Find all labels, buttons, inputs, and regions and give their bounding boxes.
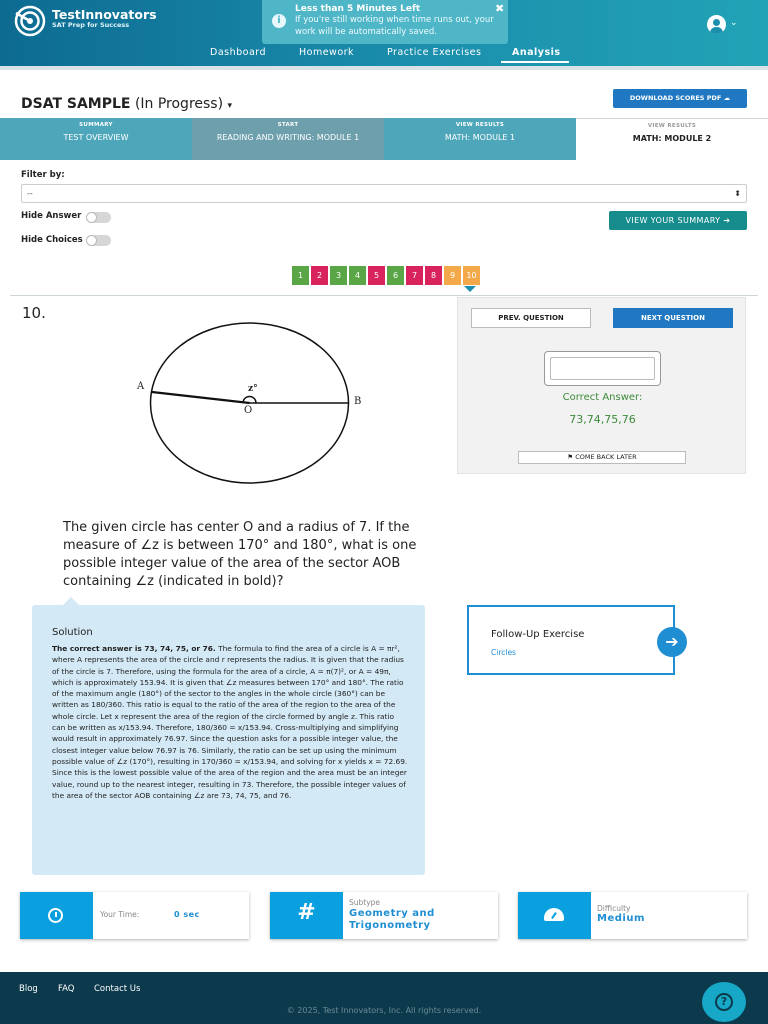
difficulty-card-icon: [518, 892, 591, 939]
answer-box: [544, 351, 661, 386]
header-divider: [0, 66, 768, 70]
alert-message: If you're still working when time runs out, your work will be automatically saved.: [295, 15, 494, 37]
question-circle-icon: ?: [715, 993, 733, 1011]
question-nav-3[interactable]: 3: [330, 266, 347, 285]
footer-link-contact-us[interactable]: Contact Us: [94, 984, 141, 994]
clock-icon: [48, 908, 63, 923]
step-title: TEST OVERVIEW: [63, 133, 129, 142]
view-summary-label: VIEW YOUR SUMMARY: [625, 216, 721, 225]
circle-figure: [130, 318, 370, 488]
filter-label: Filter by:: [21, 170, 65, 180]
time-alert: [262, 0, 508, 44]
caret-down-icon[interactable]: ▾: [227, 101, 233, 111]
subtype-card-icon: [270, 892, 343, 939]
nav-active-underline: [501, 61, 569, 63]
divider: [10, 295, 758, 296]
current-question-pointer: [464, 286, 476, 292]
hashtag-icon: #: [297, 900, 316, 925]
subtype-card: [270, 892, 498, 939]
next-question-button[interactable]: NEXT QUESTION: [613, 308, 733, 328]
gauge-icon: [544, 908, 564, 921]
question-nav-2[interactable]: 2: [311, 266, 328, 285]
subtype-value: Geometry and Trigonometry: [349, 908, 435, 931]
arrow-right-icon: ➔: [723, 216, 731, 225]
nav-practice-exercises[interactable]: Practice Exercises: [387, 47, 482, 58]
flag-icon: ⚑: [567, 453, 574, 461]
point-o-label: O: [244, 405, 253, 416]
hide-choices-toggle[interactable]: [86, 235, 111, 246]
select-arrows-icon: ⬍: [734, 189, 741, 198]
follow-up-exercise[interactable]: [467, 605, 679, 675]
point-b-label: B: [354, 396, 362, 407]
step-sub: START: [277, 122, 299, 128]
time-card-icon: [20, 892, 93, 939]
come-back-later-label: COME BACK LATER: [575, 453, 637, 461]
top-header: [0, 0, 768, 66]
help-button[interactable]: [702, 982, 746, 1022]
answer-panel: [457, 297, 746, 474]
solution-panel: [32, 605, 425, 875]
view-summary-button[interactable]: [609, 211, 747, 230]
question-nav-1[interactable]: 1: [292, 266, 309, 285]
hide-answer-toggle[interactable]: [86, 212, 111, 223]
nav-homework[interactable]: Homework: [299, 47, 355, 58]
step-sub: SUMMARY: [79, 122, 113, 128]
step-sub: VIEW RESULTS: [455, 122, 505, 128]
alert-close-icon[interactable]: ✖: [495, 2, 505, 15]
solution-lead: The correct answer is 73, 74, 75, or 76.: [52, 644, 216, 653]
arrow-right-circle-icon[interactable]: ➔: [657, 627, 687, 657]
logo-icon[interactable]: [14, 5, 46, 37]
solution-body: [52, 643, 408, 801]
question-nav-10[interactable]: 10: [463, 266, 480, 285]
point-a-label: A: [137, 381, 145, 392]
difficulty-value: Medium: [597, 913, 645, 924]
brand-name[interactable]: TestInnovators: [52, 7, 157, 22]
footer-link-blog[interactable]: Blog: [19, 984, 38, 994]
page-title[interactable]: [21, 96, 232, 112]
follow-up-topic[interactable]: Circles: [491, 648, 516, 657]
question-nav-4[interactable]: 4: [349, 266, 366, 285]
follow-up-title: Follow-Up Exercise: [491, 629, 585, 640]
filter-select[interactable]: [21, 184, 747, 203]
step-title: MATH: MODULE 1: [444, 133, 516, 142]
chevron-down-icon[interactable]: ⌄: [730, 18, 738, 28]
nav-dashboard[interactable]: Dashboard: [210, 47, 267, 58]
footer: [0, 972, 768, 1024]
answer-input[interactable]: [550, 357, 655, 380]
brand-tagline: SAT Prep for Success: [52, 21, 130, 29]
step-reading-writing-module-1[interactable]: [192, 118, 384, 160]
question-nav-5[interactable]: 5: [368, 266, 385, 285]
circle-diagram: [130, 318, 370, 488]
step-math-module-1[interactable]: [384, 118, 576, 160]
difficulty-card: [518, 892, 747, 939]
test-status: (In Progress): [134, 96, 224, 112]
test-name: DSAT SAMPLE: [21, 96, 131, 112]
download-scores-button[interactable]: [613, 89, 747, 108]
question-nav-9[interactable]: 9: [444, 266, 461, 285]
hide-choices-label: Hide Choices: [21, 235, 83, 245]
correct-answer-value: 73,74,75,76: [569, 413, 636, 426]
user-circle-icon[interactable]: [707, 15, 726, 34]
question-number: 10.: [22, 304, 46, 322]
time-label: Your Time:: [100, 910, 140, 919]
correct-answer-label: Correct Answer:: [562, 392, 643, 403]
solution-title: Solution: [52, 627, 93, 638]
question-text: The given circle has center O and a radius of 7. If the measure of ∠z is between 170° and 180°, what is one possible integer value of the area of the sector AOB containing ∠z (indicated in bold)?: [63, 520, 417, 589]
step-sub: VIEW RESULTS: [647, 123, 697, 129]
module-steps: [0, 118, 768, 160]
come-back-later-button[interactable]: [518, 451, 686, 464]
footer-link-faq[interactable]: FAQ: [58, 984, 75, 994]
subtype-label: Subtype: [349, 898, 381, 907]
nav-analysis[interactable]: Analysis: [512, 47, 561, 58]
info-icon: i: [272, 14, 286, 28]
step-summary[interactable]: [0, 118, 192, 160]
question-nav-8[interactable]: 8: [425, 266, 442, 285]
time-value: 0 sec: [174, 910, 200, 919]
step-title: READING AND WRITING: MODULE 1: [216, 133, 360, 142]
solution-text: The formula to find the area of a circle is A = πr², where A represents the area of the circle and r represents the radius. It is given that the radius of the circle is 7. Therefore, using the formula for the area of a circle, A = π(7)², or A = 49π, which is approximately 153.94. It is given that ∠z measures between 170° and 180°. The ratio of the maximum angle (180°) of the sector to the angles in the whole circle (360°) can be written as 180/360. This ratio is equal to the ratio of the area of the region to the area of the whole circle. Let x represent the area of the region of the circle formed by angle z. This ratio can be written as x/153.94. Therefore, 180/360 = x/153.94. Cross-multiplying and simplifying would result in approximately 76.97. Since the question asks for a possible integer value, the closest integer value below 76.97 is 76. Similarly, the ratio can be set up using the minimum possible value of ∠z (170°), resulting in 170/360 = x/153.94, and solving for x yields x = 72.69. Since this is the lowest possible value of the area of the region and the area must be an integer value, round up to the nearest integer, resulting in 73. Therefore, the possible integer values of the area of the sector AOB containing ∠z are 73, 74, 75, and 76.: [52, 644, 408, 800]
hide-answer-label: Hide Answer: [21, 211, 82, 221]
time-card: [20, 892, 249, 939]
step-math-module-2[interactable]: [576, 118, 768, 160]
alert-title: Less than 5 Minutes Left: [295, 4, 421, 14]
download-scores-label: DOWNLOAD SCORES PDF: [629, 94, 722, 102]
question-nav-7[interactable]: 7: [406, 266, 423, 285]
cloud-download-icon: ☁: [723, 94, 731, 102]
difficulty-label: Difficulty: [597, 904, 631, 913]
step-title: MATH: MODULE 2: [632, 134, 712, 143]
filter-selected-value: --: [27, 189, 33, 198]
question-navigator: [292, 266, 482, 285]
angle-z-label: z°: [248, 384, 258, 394]
question-nav-6[interactable]: 6: [387, 266, 404, 285]
prev-question-button[interactable]: PREV. QUESTION: [471, 308, 591, 328]
copyright: © 2025, Test Innovators, Inc. All rights reserved.: [286, 1006, 482, 1015]
